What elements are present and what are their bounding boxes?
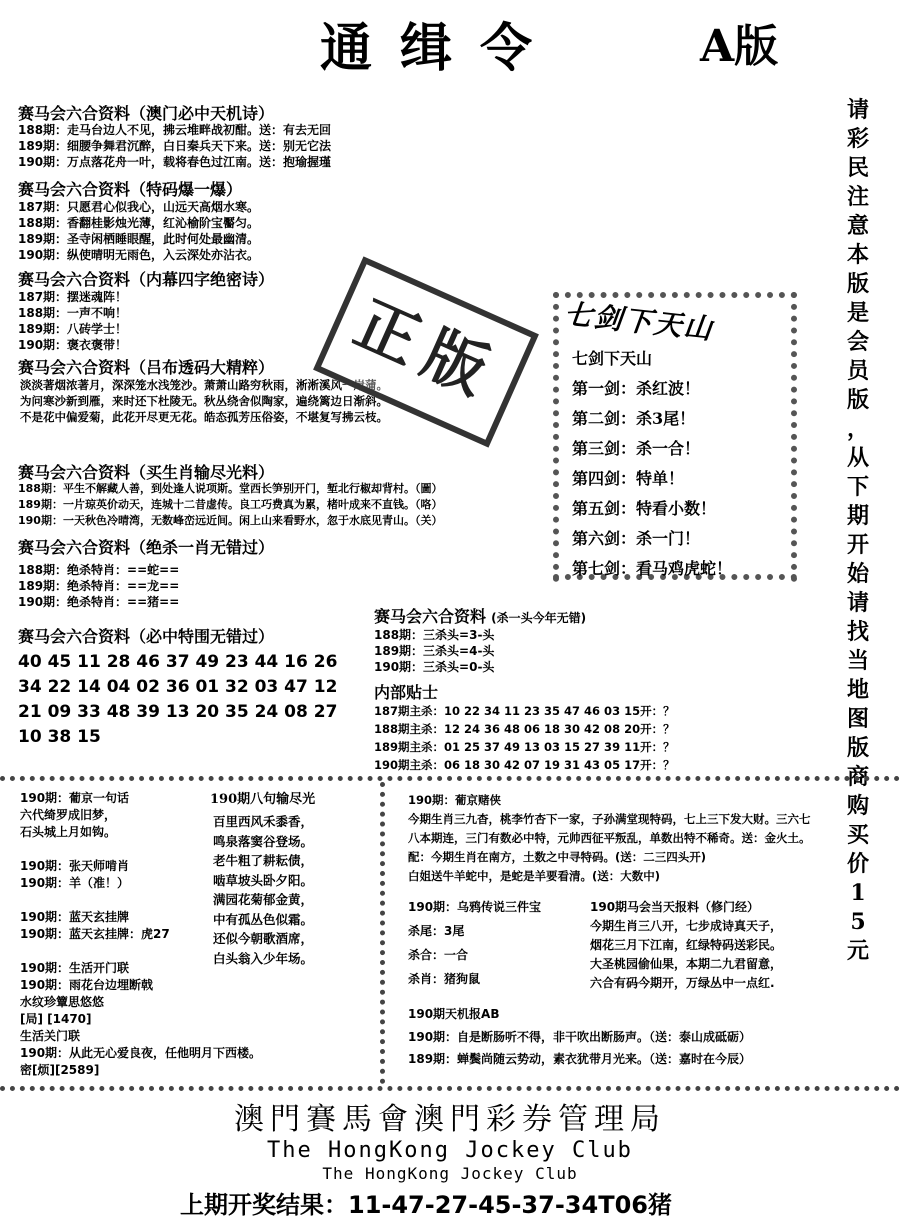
list-item: 第一剑：杀红波！ (572, 379, 701, 398)
list-item: 八本期连，三门有数必中特，元帅西征平叛乱，单数出特不稀奇。送：金火土。 (408, 831, 811, 845)
list-item: 189期：三杀头=4-头 (374, 644, 495, 658)
member-edition-note (838, 96, 878, 966)
list-item: 189期：细腰争舞君沉醉，白日秦兵天下来。送：别无它法 (18, 139, 332, 153)
list-item: 今期生肖三八开，七步成诗真天子， (590, 919, 783, 933)
list-item: 百里西风禾黍香， (213, 814, 314, 829)
list-item: 第三剑：杀一合！ (572, 439, 701, 458)
list-item: 白姐送牛羊蛇中，是蛇是羊要看清。(送：大数中) (408, 869, 661, 883)
list-item: 190期：从此无心爱良夜，任他明月下西楼。 (20, 1046, 262, 1060)
number-row: 21 09 33 48 39 13 20 35 24 08 27 (18, 702, 338, 722)
note-char: 下 (846, 474, 869, 500)
edition-label: A版 (700, 21, 779, 72)
list-item: 淡淡著烟浓著月，深深笼水浅笼沙。萧萧山路穷秋雨，淅淅溪风一岸蒲。 (20, 378, 388, 392)
list-item: 190期：纵使晴明无雨色，入云深处亦沾衣。 (18, 248, 260, 262)
list-item: 190期：绝杀特肖：==猪== (18, 595, 180, 609)
note-char: 请 (846, 590, 869, 616)
org-english-1: The HongKong Jockey Club (267, 1138, 633, 1163)
list-item: 为问寒沙新到雁，来时还下杜陵无。秋丛绕舍似陶家，遍绕篱边日渐斜。 (20, 394, 388, 408)
note-char: 图 (846, 706, 869, 732)
list-item: 第六剑：杀一门！ (572, 529, 701, 548)
section-title-7: 赛马会六合资料（必中特围无错过） (18, 627, 275, 646)
section-title-9: 内部贴士 (374, 683, 439, 702)
section-lines-5 (18, 481, 442, 529)
note-char: 开 (846, 532, 869, 558)
number-row: 34 22 14 04 02 36 01 32 03 47 12 (18, 677, 338, 697)
note-char: 购 (846, 793, 869, 819)
note-char: 价 (846, 851, 869, 877)
list-item: 白头翁入少年场。 (213, 950, 314, 966)
section-title-5: 赛马会六合资料（买生肖输尽光料） (18, 463, 275, 482)
bottom-right-block (408, 791, 811, 886)
dotted-divider (0, 776, 900, 781)
crow-lines (408, 919, 480, 991)
list-item: 第五剑：特看小数！ (572, 499, 717, 518)
number-row: 40 45 11 28 46 37 49 23 44 16 26 (18, 652, 338, 672)
list-item: 杀肖：猪狗鼠 (408, 972, 481, 986)
number-row: 10 38 15 (18, 727, 101, 747)
dotted-border-left (553, 292, 559, 582)
section-lines-9 (374, 702, 675, 774)
sky-title: 190期马会当天报料（修门经） (590, 900, 760, 914)
list-item: 188期：绝杀特肖：==蛇== (18, 563, 180, 577)
list-item: 满园花菊郁金黄， (213, 892, 314, 907)
list-item: 第二剑：杀3尾！ (572, 409, 696, 428)
list-item: 杀尾：3尾 (408, 924, 465, 938)
list-item: 六合有码今期开，万绿丛中一点红. (590, 976, 775, 990)
note-char: 彩 (846, 126, 869, 152)
list-item: 190期：自是断肠听不得，非干吹出断肠声。（送：泰山成砥砺） (408, 1030, 752, 1044)
page-title: 通缉令 (320, 18, 561, 79)
note-char: 民 (846, 155, 869, 181)
list-item: [局] [1470] (20, 1012, 92, 1026)
note-char: 始 (846, 561, 869, 587)
list-item: 190期：雨花台边埋断戟 (20, 978, 154, 992)
note-char: 找 (846, 619, 869, 645)
section-title-4: 赛马会六合资料（吕布透码大精粹） (18, 358, 275, 377)
list-item: 190期：葡京一句话 (20, 791, 130, 805)
section-lines-4 (20, 377, 388, 425)
list-item: 190期：蓝天玄挂牌：虎27 (20, 927, 170, 941)
list-item: 啮草坡头卧夕阳。 (213, 872, 314, 888)
list-item: 190期：一天秋色冷晴湾，无数峰峦远近间。闲上山来看野水，忽于水底见青山。（关） (18, 514, 443, 527)
section-title-6: 赛马会六合资料（绝杀一肖无错过） (18, 538, 275, 557)
org-english-2: The HongKong Jockey Club (322, 1164, 578, 1183)
list-item: 188期：一声不响！ (18, 306, 128, 320)
list-item: 190期：万点落花舟一叶，载将春色过江南。送：抱瑜握瑾 (18, 155, 332, 169)
list-item: 配：今期生肖在南方，土数之中寻特码。(送：二三四头开) (408, 850, 707, 864)
section-lines-3 (18, 289, 127, 353)
list-item: 水纹珍簟思悠悠 (20, 995, 105, 1009)
swords-heading: 七剑下天山 (572, 349, 653, 368)
dotted-border-right (791, 292, 797, 582)
ab-lines (408, 1026, 751, 1070)
list-item: 189期主杀：01 25 37 49 13 03 15 27 39 11开：？ (374, 740, 675, 754)
section-title-2: 赛马会六合资料（特码爆一爆） (18, 180, 243, 199)
note-char: 5 (850, 909, 866, 935)
list-item: 六代绮罗成旧梦， (20, 808, 117, 822)
section-lines-6 (18, 562, 179, 610)
note-char: 当 (846, 648, 869, 674)
note-char: 版 (846, 271, 869, 297)
note-char: 版 (846, 735, 869, 761)
swords-title-art: 七剑下天山 (562, 297, 716, 346)
dotted-divider (0, 1086, 900, 1091)
list-item: 190期：张天师啃肖 (20, 859, 130, 873)
list-item: 188期主杀：12 24 36 48 06 18 30 42 08 20开：？ (374, 722, 675, 736)
list-item: 大圣桃园偷仙果，本期二九君留意， (590, 957, 783, 971)
list-item: 鸣泉落窦谷登场。 (213, 833, 314, 849)
section-title-3: 赛马会六合资料（内幕四字绝密诗） (18, 270, 275, 289)
note-char: 1 (850, 880, 866, 906)
sky-lines (590, 917, 782, 993)
list-item: 老牛粗了耕耘债， (213, 853, 314, 868)
section-lines-1 (18, 122, 331, 170)
list-item: 今期生肖三九杳，桃李竹杏下一家，子孙满堂现特码，七上三下发大财。三六七 (408, 812, 811, 826)
note-char: 本 (846, 242, 869, 268)
list-item: 189期：圣寺闲栖睡眼醒，此时何处最幽清。 (18, 232, 260, 246)
section-title-1: 赛马会六合资料（澳门必中天机诗） (18, 104, 275, 123)
list-item: 还似今朝歌酒席， (213, 931, 314, 946)
list-item: 石头城上月如钩。 (20, 825, 117, 839)
list-item: 187期：摆迷魂阵！ (18, 290, 128, 304)
note-char: 意 (846, 213, 869, 239)
note-char: 从 (846, 445, 869, 471)
list-item: 187期主杀：10 22 34 11 23 35 47 46 03 15开：？ (374, 704, 675, 718)
list-item: 189期：八砖学士！ (18, 322, 128, 336)
list-item: 190期：褒衣褒带！ (18, 338, 128, 352)
poem-title: 190期八句输尽光 (210, 792, 316, 807)
list-item: 杀合：一合 (408, 948, 469, 962)
ab-title: 190期天机报AB (408, 1007, 500, 1021)
note-char: 注 (846, 184, 869, 210)
note-char: 商 (846, 764, 869, 790)
list-item: 188期：走马台边人不见，拂云堆畔战初酣。送：有去无回 (18, 123, 332, 137)
list-item: 189期：一片琼英价动天，连城十二昔虚传。良工巧费真为累，楮叶成来不直钱。（咯） (18, 498, 443, 511)
section-lines-8 (374, 627, 494, 675)
list-item: 189期：蝉鬓尚随云势动，素衣犹带月光来。（送：嘉时在今辰） (408, 1052, 752, 1066)
note-char: 会 (846, 329, 869, 355)
note-char: 地 (846, 677, 869, 703)
dotted-divider-vertical (380, 782, 385, 1084)
org-name: 澳門賽馬會澳門彩券管理局 (234, 1102, 666, 1137)
list-item: 中有孤丛色似霜。 (213, 911, 314, 927)
last-draw-result: 上期开奖结果：11-47-27-45-37-34T06猪 (180, 1191, 672, 1219)
list-item: 188期：香翻桂影烛光薄，红沁榆阶宝靨匀。 (18, 216, 260, 230)
list-item: 生活关门联 (20, 1029, 81, 1043)
note-char: 员 (846, 358, 869, 384)
note-char: 版 (846, 387, 869, 413)
note-char: 请 (846, 97, 869, 123)
list-item: 187期：只愿君心似我心，山远天高烟水寒。 (18, 200, 260, 214)
list-item: 190期：蓝天玄挂牌 (20, 910, 130, 924)
crow-title: 190期：乌鸦传说三件宝 (408, 900, 542, 914)
list-item: 188期：三杀头=3-头 (374, 628, 495, 642)
list-item: 190期主杀：06 18 30 42 07 19 31 43 05 17开：？ (374, 758, 675, 772)
authentic-stamp: 正版 (313, 256, 539, 447)
list-item: 188期：平生不解藏人善，到处逢人说项斯。堂西长笋别开门，堑北行椒却背村。（圖） (18, 482, 443, 495)
list-item: 190期：葡京赌侠 (408, 793, 502, 807)
list-item: 第七剑：看马鸡虎蛇！ (572, 559, 733, 578)
list-item: 第四剑：特单！ (572, 469, 685, 488)
note-char: 期 (846, 503, 869, 529)
list-item: 190期：羊（准！） (20, 876, 130, 890)
note-char: 元 (846, 938, 869, 964)
poem-lines (213, 812, 313, 968)
list-item: 烟花三月下江南，红绿特码送彩民。 (590, 938, 783, 952)
note-char: 是 (846, 300, 869, 326)
list-item: 189期：绝杀特肖：==龙== (18, 579, 180, 593)
section-heading-8 (374, 604, 586, 627)
section-subtitle-8: (杀一头今年无错) (491, 611, 587, 625)
list-item: 190期：三杀头=0-头 (374, 660, 495, 674)
section-title-8: 赛马会六合资料 (374, 607, 487, 626)
note-char: ， (846, 416, 869, 442)
list-item: 不是花中偏爱菊，此花开尽更无花。皓态孤芳压俗姿，不堪复写拂云枝。 (20, 410, 388, 424)
special-numbers (18, 650, 337, 750)
note-char: 买 (846, 822, 869, 848)
list-item: 190期：生活开门联 (20, 961, 130, 975)
section-lines-2 (18, 199, 259, 263)
list-item: 密[烦][2589] (20, 1063, 100, 1077)
swords-list (572, 344, 732, 584)
